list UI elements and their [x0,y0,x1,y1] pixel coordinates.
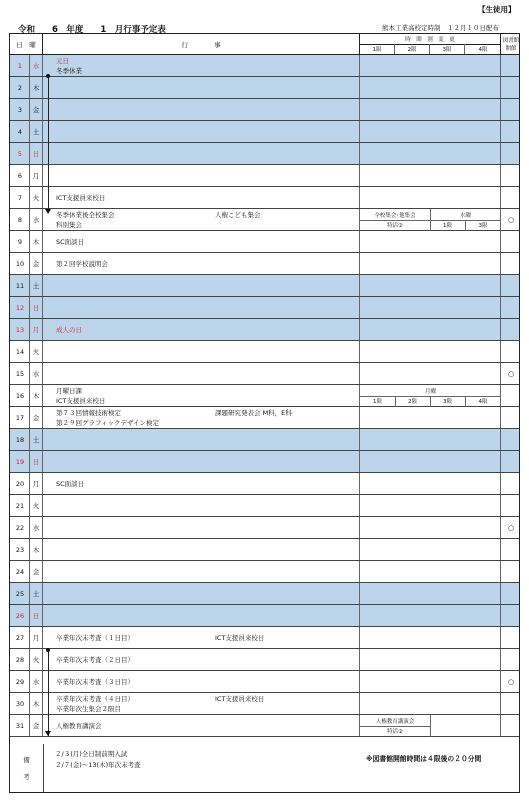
grid-cell [360,583,501,604]
library-open-mark: ○ [507,369,515,378]
weekday: 水 [32,370,40,378]
day-row [10,253,519,275]
day-number: 20 [15,479,25,488]
weekday: 木 [32,700,40,708]
weekday: 火 [32,502,40,510]
notes-section [10,744,519,792]
weekday: 木 [32,238,40,246]
day-row [10,297,519,319]
events-column-header: 行 事 [43,34,360,54]
weekday: 月 [32,634,40,642]
grid-cell [43,275,360,296]
event-text: 第７３回情報技術検定 [56,409,121,417]
time-change-period: 3限 [443,399,452,405]
grid-cell [360,55,501,76]
time-change-note: 月曜 [424,389,436,395]
weekday: 月 [32,326,40,334]
grid-cell [43,297,360,318]
weekday: 水 [32,216,40,224]
day-number: 30 [15,699,25,708]
day-row [10,77,519,99]
time-change-note: 水曜 [459,213,471,219]
weekday: 日 [32,304,40,312]
day-number: 21 [15,501,25,510]
day-number: 22 [15,523,25,532]
grid-cell [360,253,501,274]
exam-range-start-dot [46,648,50,652]
library-open-mark: ○ [507,215,515,224]
day-row [10,231,519,253]
grid-cell [43,77,360,98]
grid-cell [43,517,360,538]
event-text: 科別集会 [56,221,82,229]
weekday: 金 [32,260,40,268]
event-text: 冬季休業 [56,67,82,75]
day-row [10,583,519,605]
day-row [10,385,519,407]
event-text: 卒業年次末考査（２日目） [56,656,134,664]
day-row [10,649,519,671]
weekday: 月 [32,172,40,180]
weekday: 火 [32,194,40,202]
day-number: 13 [15,325,25,334]
grid-cell [43,605,360,626]
day-number: 29 [15,677,25,686]
grid-cell [360,341,501,362]
grid-cell [360,451,501,472]
exam-range-end-arrow [45,731,51,736]
library-open-mark: ○ [507,523,515,532]
event-text: ICT支援員来校日 [56,397,106,405]
day-number: 1 [17,61,23,70]
time-change-note: 全校集会･他集会 [374,213,416,219]
time-change-note: 人権教育講演会 [375,719,415,725]
day-number: 6 [17,171,23,180]
library-open-mark: ○ [507,677,515,686]
event-text: SC面談日 [56,238,85,246]
grid-cell [43,231,360,252]
day-row [10,143,519,165]
day-row [10,319,519,341]
day-row [10,363,519,385]
grid-cell [43,473,360,494]
event-text: 卒業年次末考査（１日目） [56,634,134,642]
grid-cell [360,693,501,714]
table-header [10,34,519,55]
notes-label: 備 考 [10,744,44,792]
day-number: 2 [17,83,23,92]
day-number: 5 [17,149,23,158]
day-number: 9 [17,237,23,246]
grid-cell [43,495,360,516]
day-row [10,55,519,77]
grid-cell [43,363,360,384]
day-row [10,209,519,231]
grid-cell [43,583,360,604]
time-change-period: 4限 [478,399,488,405]
range-start-dot [46,74,50,78]
weekday: 土 [32,436,40,444]
day-row [10,605,519,627]
event-text: 卒業年次生集会２限目 [56,705,121,713]
grid-cell [360,77,501,98]
event-text: 成人の日 [56,326,82,334]
grid-cell [43,319,360,340]
event-text-secondary: 人権こども集会 [215,211,261,219]
weekday: 水 [32,524,40,532]
grid-cell [360,143,501,164]
day-number: 17 [15,413,25,422]
time-change-label: 時 間 割 変 更 [360,34,500,45]
weekday: 日 [32,612,40,620]
grid-cell [43,165,360,186]
period-4-header: 4限 [478,47,488,53]
day-row [10,627,519,649]
grid-cell [360,275,501,296]
event-text: 人権教育講演会 [56,722,102,730]
time-change-period: 2限 [408,399,417,405]
grid-cell [360,429,501,450]
event-text: 第２９回グラフィックデザイン検定 [56,419,160,427]
grid-cell [43,99,360,120]
day-number: 25 [15,589,25,598]
day-row [10,341,519,363]
grid-cell [360,473,501,494]
weekday: 水 [32,62,40,70]
day-number: 14 [15,347,25,356]
day-column-header: 日 曜 [10,34,43,54]
day-row [10,495,519,517]
day-number: 19 [15,457,25,466]
weekday: 木 [32,84,40,92]
weekday: 火 [32,348,40,356]
period-1-header: 1限 [360,44,395,54]
note-line-1: ２/３(月)全日制前期入試 [55,750,128,758]
event-text-secondary: ICT支援員来校日 [215,634,265,642]
winter-break-range-line [48,77,49,213]
day-row [10,473,519,495]
day-row [10,561,519,583]
library-hours-note: ※図書館開館時間は４限後の２０分間 [366,755,482,763]
weekday: 月 [32,480,40,488]
weekday: 水 [32,678,40,686]
weekday: 土 [32,128,40,136]
weekday: 金 [32,106,40,114]
grid-cell [360,231,501,252]
range-end-arrow [45,209,51,214]
time-change-period: 1限 [373,399,382,405]
day-row [10,517,519,539]
day-number: 24 [15,567,25,576]
day-row [10,275,519,297]
note-line-2: ２/７(金)～13(木)年次末考査 [55,761,141,769]
grid-cell [360,649,501,670]
day-row [10,451,519,473]
day-row [10,407,519,429]
grid-cell [360,121,501,142]
weekday: 金 [32,414,40,422]
day-row [10,187,519,209]
grid-cell [360,363,501,384]
grid-cell [360,671,501,692]
grid-cell [43,143,360,164]
grid-cell [360,297,501,318]
audience-label: 【生徒用】 [478,5,516,14]
event-text-secondary: 課題研究発表会 M科，E科 [215,409,292,417]
weekday: 金 [32,568,40,576]
grid-cell [43,561,360,582]
day-number: 10 [15,259,25,268]
day-number: 4 [17,127,23,136]
day-number: 12 [15,303,25,312]
grid-cell [43,55,360,76]
day-number: 15 [15,369,25,378]
school-distribution-line: 熊本工業高校定時制 １２月１０日配布 [382,24,499,32]
day-number: 28 [15,655,25,664]
event-text-secondary: ICT支援員来校日 [215,695,265,703]
grid-cell [360,99,501,120]
weekday: 木 [32,546,40,554]
exam-range-line [48,650,49,736]
weekday: 土 [32,590,40,598]
day-row [10,99,519,121]
day-number: 23 [15,545,25,554]
time-change-note: 特活② [387,729,403,735]
page-title: 令和 6 年度 1 月行事予定表 [18,25,166,35]
day-row [10,429,519,451]
event-text: 月曜日課 [56,387,82,395]
event-text: 卒業年次末考査（３日目） [56,678,134,686]
event-text: SC面談日 [56,480,85,488]
event-text: 冬季休業後全校集会 [56,211,115,219]
day-number: 26 [15,611,25,620]
grid-cell [360,517,501,538]
grid-cell [360,319,501,340]
grid-cell [360,561,501,582]
weekday: 日 [32,458,40,466]
weekday: 木 [32,392,40,400]
grid-cell [43,429,360,450]
weekday: 土 [32,282,40,290]
day-row [10,539,519,561]
weekday: 火 [32,656,40,664]
event-text: ICT支援員来校日 [56,194,106,202]
grid-cell [43,341,360,362]
day-number: 3 [17,105,23,114]
period-2-header: 2限 [395,44,430,54]
grid-cell [360,187,501,208]
grid-cell [43,539,360,560]
divider [430,715,431,737]
grid-cell [43,121,360,142]
day-row [10,121,519,143]
time-change-note: 3限 [478,223,488,229]
day-row [10,715,519,737]
day-number: 27 [15,633,25,642]
day-row [10,165,519,187]
grid-cell [43,451,360,472]
event-text: 第２回学校説明会 [56,260,108,268]
day-number: 7 [17,193,23,202]
day-number: 11 [15,281,25,290]
day-number: 16 [15,391,25,400]
period-3-header: 3限 [430,44,465,54]
grid-cell [360,165,501,186]
day-row [10,693,519,715]
grid-cell [360,407,501,428]
event-text: 卒業年次末考査（４日目） [56,695,134,703]
schedule-table [9,33,520,793]
day-number: 18 [15,435,25,444]
day-number: 31 [15,721,25,730]
grid-cell [360,627,501,648]
weekday: 金 [32,722,40,730]
day-row [10,671,519,693]
grid-cell [360,605,501,626]
time-change-note: 1限 [443,223,452,229]
time-change-header [360,34,501,54]
time-change-note: 特活② [387,223,403,229]
weekday: 日 [32,150,40,158]
grid-cell [360,539,501,560]
day-number: 8 [17,215,23,224]
event-text: 元日 [56,57,69,65]
grid-cell [360,495,501,516]
library-column-header: 図書館 開館 [502,38,520,52]
